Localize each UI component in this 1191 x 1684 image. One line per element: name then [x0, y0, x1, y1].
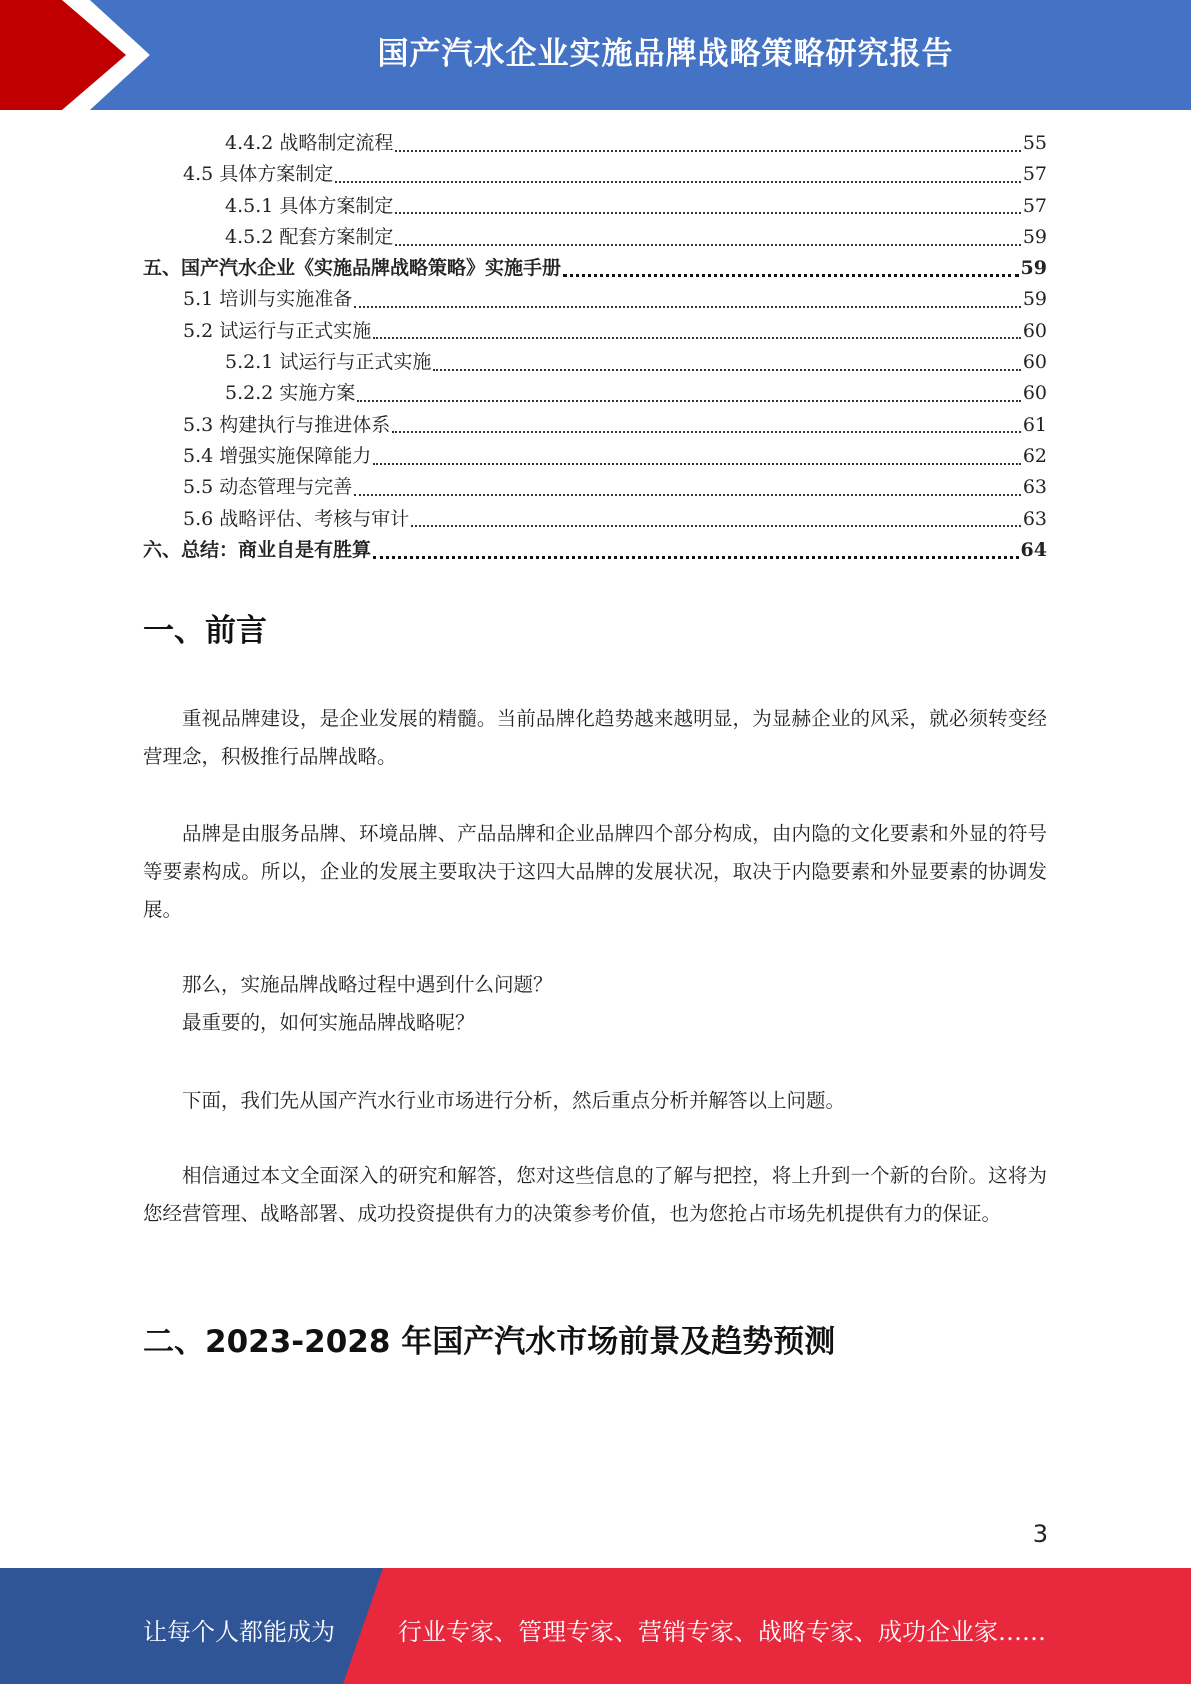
- toc-entry-page: 64: [1020, 538, 1047, 561]
- table-of-contents: [143, 128, 1047, 566]
- toc-entry-label: 六、总结：商业自是有胜算: [143, 538, 372, 561]
- toc-leader-dots: [563, 274, 1019, 277]
- footer-slogan-right: 行业专家、管理专家、营销专家、战略专家、成功企业家……: [398, 1618, 1046, 1646]
- toc-entry-label: 五、国产汽水企业《实施品牌战略策略》实施手册: [143, 257, 562, 280]
- toc-leader-dots: [354, 306, 1021, 308]
- toc-entry-label: 5.1 培训与实施准备: [183, 288, 353, 311]
- toc-entry-label: 5.6 战略评估、考核与审计: [183, 507, 410, 530]
- section-heading-market-forecast: 二、2023-2028 年国产汽水市场前景及趋势预测: [143, 1324, 836, 1360]
- toc-entry-page: 57: [1022, 163, 1047, 186]
- toc-entry[interactable]: [143, 472, 1047, 503]
- toc-leader-dots: [395, 150, 1020, 152]
- toc-leader-dots: [433, 369, 1020, 371]
- toc-entry-page: 59: [1022, 288, 1047, 311]
- toc-entry[interactable]: [143, 284, 1047, 315]
- toc-entry-label: 4.4.2 战略制定流程: [225, 132, 394, 154]
- toc-entry[interactable]: [143, 378, 1047, 409]
- toc-entry-page: 59: [1020, 257, 1047, 280]
- toc-entry-page: 63: [1022, 507, 1047, 530]
- toc-entry-page: 59: [1022, 225, 1047, 248]
- toc-entry[interactable]: [143, 316, 1047, 347]
- toc-entry[interactable]: [143, 504, 1047, 535]
- toc-entry[interactable]: [143, 441, 1047, 472]
- toc-leader-dots: [357, 400, 1020, 402]
- toc-entry[interactable]: [143, 253, 1047, 284]
- toc-entry[interactable]: [143, 535, 1047, 566]
- toc-entry-page: 55: [1022, 132, 1047, 154]
- toc-entry-label: 5.2.2 实施方案: [225, 382, 356, 405]
- preface-paragraph: 相信通过本文全面深入的研究和解答，您对这些信息的了解与把控，将上升到一个新的台阶。这将为您经营管理、战略部署、成功投资提供有力的决策参考价值，也为您抢占市场先机提供有力的保证。: [143, 1164, 1047, 1225]
- toc-leader-dots: [373, 463, 1021, 465]
- toc-leader-dots: [354, 494, 1021, 496]
- toc-entry-label: 4.5.2 配套方案制定: [225, 225, 394, 248]
- toc-entry-page: 62: [1022, 444, 1047, 467]
- toc-entry-label: 5.2.1 试运行与正式实施: [225, 351, 432, 374]
- footer-slogan-left: 让每个人都能成为: [143, 1618, 335, 1646]
- toc-entry-label: 4.5 具体方案制定: [183, 163, 334, 186]
- toc-entry-page: 60: [1022, 319, 1047, 342]
- report-title: 国产汽水企业实施品牌战略策略研究报告: [377, 36, 954, 72]
- preface-question: 最重要的，如何实施品牌战略呢？: [182, 1011, 475, 1034]
- preface-question: 那么，实施品牌战略过程中遇到什么问题？: [182, 973, 553, 996]
- preface-paragraph: 重视品牌建设，是企业发展的精髓。当前品牌化趋势越来越明显，为显赫企业的风采，就必须转变经营理念，积极推行品牌战略。: [143, 707, 1047, 768]
- toc-entry[interactable]: [143, 347, 1047, 378]
- toc-entry-label: 5.2 试运行与正式实施: [183, 319, 372, 342]
- toc-leader-dots: [335, 181, 1021, 183]
- header-arrow-decoration: [0, 0, 200, 110]
- toc-entry[interactable]: [143, 222, 1047, 253]
- toc-leader-dots: [411, 525, 1021, 527]
- preface-paragraph: 下面，我们先从国产汽水行业市场进行分析，然后重点分析并解答以上问题。: [182, 1089, 846, 1112]
- toc-leader-dots: [392, 431, 1021, 433]
- toc-entry[interactable]: [143, 159, 1047, 190]
- page-header: [0, 0, 1191, 110]
- preface-paragraph: 品牌是由服务品牌、环境品牌、产品品牌和企业品牌四个部分构成，由内隐的文化要素和外显的符号等要素构成。所以，企业的发展主要取决于这四大品牌的发展状况，取决于内隐要素和外显要素的协调发展。: [143, 822, 1047, 921]
- toc-entry-page: 60: [1022, 382, 1047, 405]
- toc-entry-page: 63: [1022, 476, 1047, 499]
- toc-leader-dots: [373, 337, 1021, 339]
- toc-leader-dots: [373, 556, 1019, 559]
- toc-entry-label: 4.5.1 具体方案制定: [225, 194, 394, 217]
- page-number: 3: [1032, 1520, 1048, 1548]
- toc-entry[interactable]: [143, 191, 1047, 222]
- toc-entry-page: 61: [1022, 413, 1047, 436]
- toc-entry[interactable]: [143, 410, 1047, 441]
- toc-entry-label: 5.4 增强实施保障能力: [183, 444, 372, 467]
- page-footer: [0, 1568, 1191, 1684]
- toc-entry-page: 60: [1022, 351, 1047, 374]
- toc-entry[interactable]: [143, 128, 1047, 159]
- section-heading-preface: 一、前言: [143, 613, 267, 649]
- toc-entry-page: 57: [1022, 194, 1047, 217]
- toc-leader-dots: [395, 212, 1020, 214]
- toc-entry-label: 5.3 构建执行与推进体系: [183, 413, 391, 436]
- toc-entry-label: 5.5 动态管理与完善: [183, 476, 353, 499]
- toc-leader-dots: [395, 244, 1020, 246]
